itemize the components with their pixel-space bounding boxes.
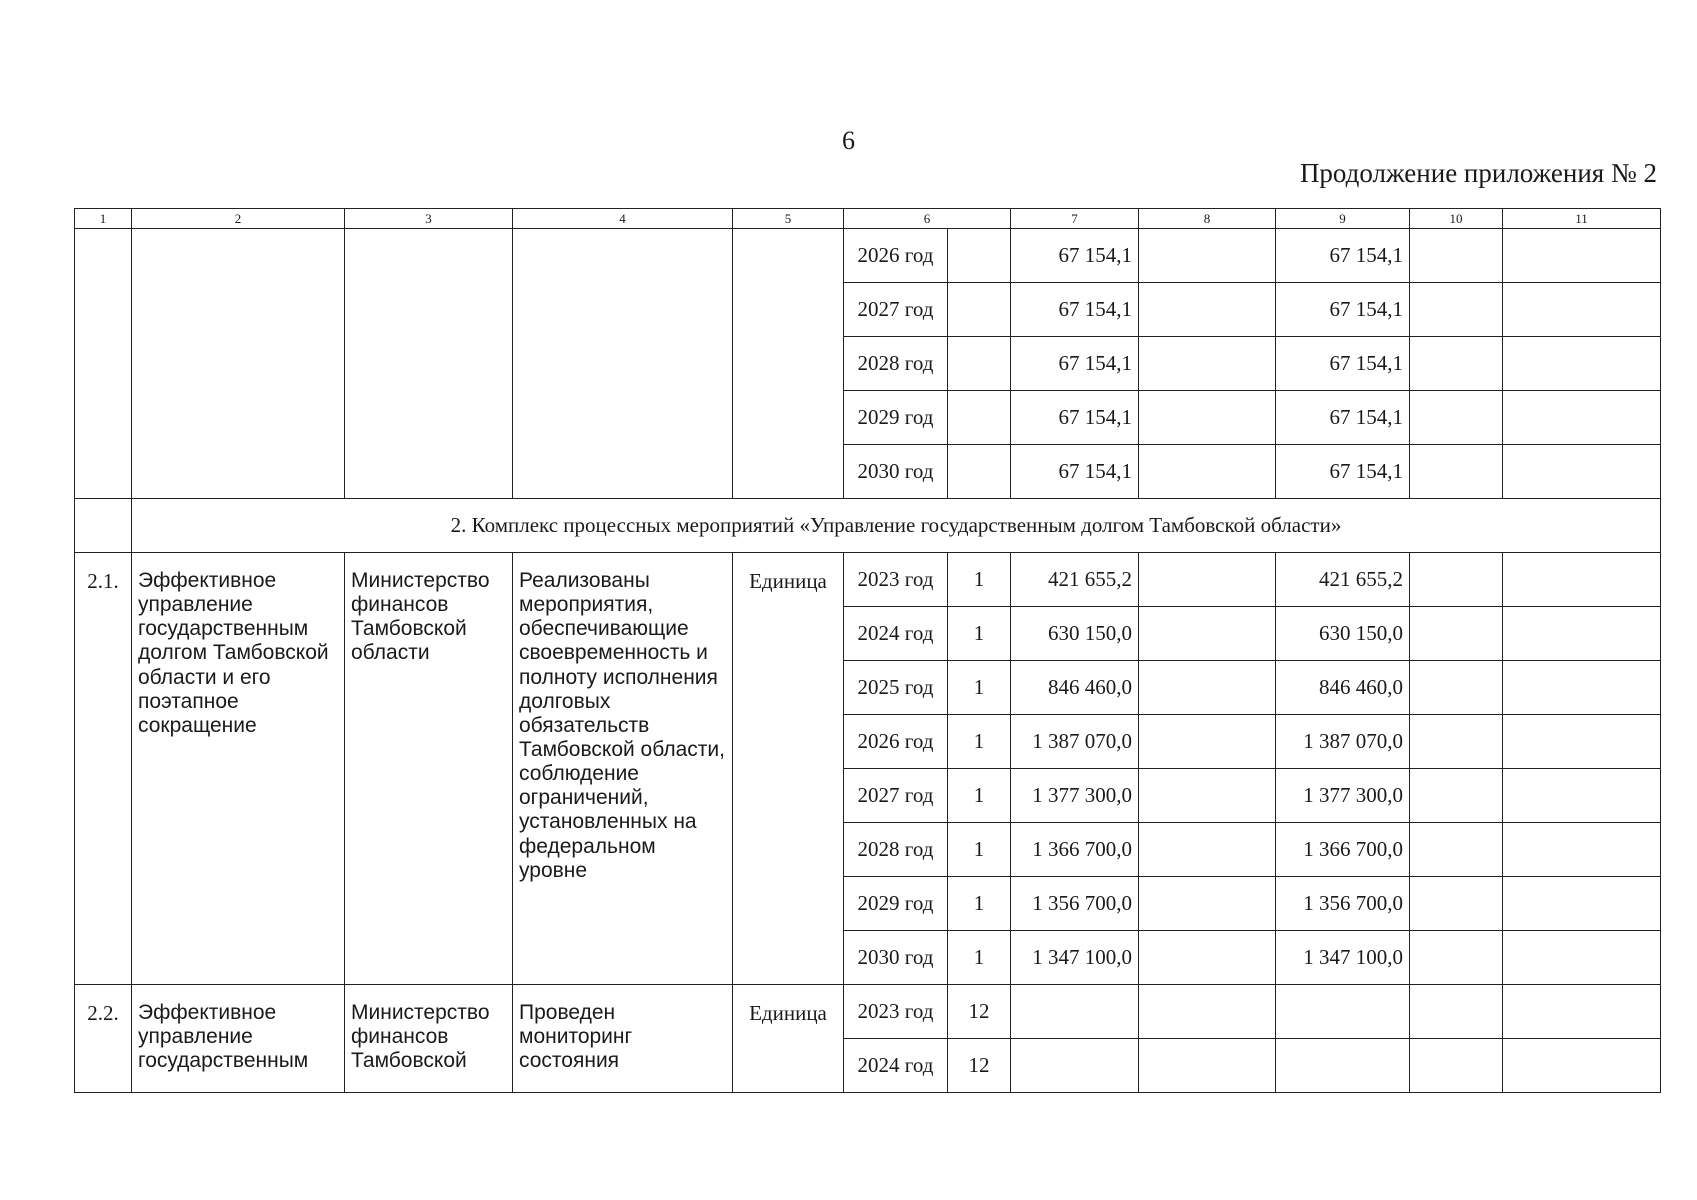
- empty-cell: [1410, 553, 1503, 607]
- column-number-row: [75, 209, 1661, 229]
- table-row: [75, 553, 1661, 607]
- amount-cell: 67 154,1: [1011, 337, 1139, 391]
- empty-cell: [1503, 553, 1661, 607]
- year-cell: 2029 год: [844, 877, 948, 931]
- amount-cell: 630 150,0: [1276, 607, 1410, 661]
- count-cell: [948, 445, 1011, 499]
- empty-cell: [1139, 607, 1276, 661]
- amount-cell: 67 154,1: [1276, 391, 1410, 445]
- empty-cell: [1139, 769, 1276, 823]
- empty-cell: [1139, 553, 1276, 607]
- amount-cell: 846 460,0: [1011, 661, 1139, 715]
- amount-cell: 1 387 070,0: [1276, 715, 1410, 769]
- count-cell: [948, 229, 1011, 283]
- count-cell: 1: [948, 715, 1011, 769]
- amount-cell: 67 154,1: [1276, 445, 1410, 499]
- empty-cell: [1410, 337, 1503, 391]
- count-cell: 12: [948, 1039, 1011, 1093]
- amount-cell: 1 377 300,0: [1011, 769, 1139, 823]
- amount-cell: 421 655,2: [1276, 553, 1410, 607]
- table-row: [75, 985, 1661, 1039]
- empty-cell: [1410, 985, 1503, 1039]
- year-cell: 2030 год: [844, 931, 948, 985]
- count-cell: 1: [948, 931, 1011, 985]
- year-cell: 2027 год: [844, 769, 948, 823]
- empty-cell: [1139, 1039, 1276, 1093]
- section-row: [75, 499, 1661, 553]
- empty-cell: [1503, 283, 1661, 337]
- empty-cell: [1139, 337, 1276, 391]
- year-cell: 2028 год: [844, 337, 948, 391]
- empty-cell: [1410, 391, 1503, 445]
- year-cell: 2029 год: [844, 391, 948, 445]
- count-cell: [948, 391, 1011, 445]
- item-result: Реализованы мероприятия, обеспечивающие своевременность и полноту исполнения долговых обязательств Тамбовской области, соблюдение ограничений, установленных на федеральном уровне: [513, 553, 733, 985]
- empty-cell: [1139, 229, 1276, 283]
- column-number: 8: [1139, 209, 1276, 229]
- empty-cell: [1410, 283, 1503, 337]
- column-number: 6: [844, 209, 1011, 229]
- empty-cell: [1503, 769, 1661, 823]
- column-number: 7: [1011, 209, 1139, 229]
- empty-cell: [1410, 769, 1503, 823]
- empty-cell: [1139, 391, 1276, 445]
- column-number: 3: [345, 209, 513, 229]
- table-row: [75, 229, 1661, 283]
- empty-cell: [1139, 661, 1276, 715]
- program-table: [74, 208, 1661, 1093]
- empty-cell: [1011, 985, 1139, 1039]
- amount-cell: 1 356 700,0: [1011, 877, 1139, 931]
- column-number: 4: [513, 209, 733, 229]
- empty-cell: [1139, 715, 1276, 769]
- amount-cell: 67 154,1: [1276, 337, 1410, 391]
- empty-cell: [1410, 445, 1503, 499]
- empty-cell: [1503, 985, 1661, 1039]
- empty-cell: [1503, 229, 1661, 283]
- empty-cell: [513, 229, 733, 499]
- year-cell: 2023 год: [844, 553, 948, 607]
- year-cell: 2023 год: [844, 985, 948, 1039]
- year-cell: 2026 год: [844, 229, 948, 283]
- empty-cell: [1139, 445, 1276, 499]
- count-cell: 1: [948, 607, 1011, 661]
- empty-cell: [1503, 391, 1661, 445]
- item-name: Эффективное управление государственным долгом Тамбовской области и его поэтапное сокращение: [132, 553, 345, 985]
- amount-cell: 67 154,1: [1011, 229, 1139, 283]
- empty-cell: [1276, 985, 1410, 1039]
- item-result: Проведен мониторинг состояния: [513, 985, 733, 1093]
- empty-cell: [1410, 1039, 1503, 1093]
- empty-cell: [733, 229, 844, 499]
- empty-cell: [1503, 337, 1661, 391]
- empty-cell: [1410, 931, 1503, 985]
- item-name: Эффективное управление государственным: [132, 985, 345, 1093]
- year-cell: 2030 год: [844, 445, 948, 499]
- year-cell: 2028 год: [844, 823, 948, 877]
- item-index: 2.2.: [75, 985, 132, 1093]
- column-number: 2: [132, 209, 345, 229]
- year-cell: 2026 год: [844, 715, 948, 769]
- count-cell: 12: [948, 985, 1011, 1039]
- count-cell: 1: [948, 877, 1011, 931]
- item-executor: Министерство финансов Тамбовской: [345, 985, 513, 1093]
- empty-cell: [1503, 661, 1661, 715]
- item-index: 2.1.: [75, 553, 132, 985]
- page-number: 6: [842, 126, 855, 155]
- empty-cell: [1503, 931, 1661, 985]
- amount-cell: 1 356 700,0: [1276, 877, 1410, 931]
- empty-cell: [1139, 283, 1276, 337]
- amount-cell: 1 377 300,0: [1276, 769, 1410, 823]
- empty-cell: [1503, 715, 1661, 769]
- count-cell: 1: [948, 823, 1011, 877]
- amount-cell: 630 150,0: [1011, 607, 1139, 661]
- item-executor: Министерство финансов Тамбовской области: [345, 553, 513, 985]
- empty-cell: [1503, 877, 1661, 931]
- amount-cell: 1 347 100,0: [1011, 931, 1139, 985]
- year-cell: 2024 год: [844, 607, 948, 661]
- count-cell: 1: [948, 769, 1011, 823]
- amount-cell: 67 154,1: [1011, 391, 1139, 445]
- empty-cell: [1139, 931, 1276, 985]
- amount-cell: 1 387 070,0: [1011, 715, 1139, 769]
- empty-cell: [1410, 877, 1503, 931]
- amount-cell: 67 154,1: [1011, 445, 1139, 499]
- amount-cell: 421 655,2: [1011, 553, 1139, 607]
- item-unit: Единица: [733, 985, 844, 1093]
- empty-cell: [1410, 607, 1503, 661]
- count-cell: [948, 337, 1011, 391]
- column-number: 11: [1503, 209, 1661, 229]
- count-cell: 1: [948, 553, 1011, 607]
- year-cell: 2024 год: [844, 1039, 948, 1093]
- count-cell: [948, 283, 1011, 337]
- empty-cell: [1139, 985, 1276, 1039]
- empty-cell: [1503, 445, 1661, 499]
- empty-cell: [1276, 1039, 1410, 1093]
- year-cell: 2025 год: [844, 661, 948, 715]
- item-unit: Единица: [733, 553, 844, 985]
- empty-cell: [75, 229, 132, 499]
- empty-cell: [1139, 823, 1276, 877]
- column-number: 5: [733, 209, 844, 229]
- amount-cell: 1 366 700,0: [1276, 823, 1410, 877]
- empty-cell: [1410, 229, 1503, 283]
- amount-cell: 1 347 100,0: [1276, 931, 1410, 985]
- appendix-title: Продолжение приложения № 2: [1299, 158, 1657, 188]
- amount-cell: 67 154,1: [1276, 283, 1410, 337]
- empty-cell: [1139, 877, 1276, 931]
- amount-cell: 67 154,1: [1276, 229, 1410, 283]
- year-cell: 2027 год: [844, 283, 948, 337]
- count-cell: 1: [948, 661, 1011, 715]
- empty-cell: [132, 229, 345, 499]
- empty-cell: [1410, 661, 1503, 715]
- column-number: 10: [1410, 209, 1503, 229]
- section-title: 2. Комплекс процессных мероприятий «Управление государственным долгом Тамбовской области»: [132, 499, 1661, 553]
- empty-cell: [1503, 823, 1661, 877]
- empty-cell: [75, 499, 132, 553]
- amount-cell: 846 460,0: [1276, 661, 1410, 715]
- column-number: 1: [75, 209, 132, 229]
- empty-cell: [1011, 1039, 1139, 1093]
- column-number: 9: [1276, 209, 1410, 229]
- empty-cell: [1410, 823, 1503, 877]
- empty-cell: [1503, 1039, 1661, 1093]
- amount-cell: 67 154,1: [1011, 283, 1139, 337]
- empty-cell: [1410, 715, 1503, 769]
- amount-cell: 1 366 700,0: [1011, 823, 1139, 877]
- empty-cell: [345, 229, 513, 499]
- empty-cell: [1503, 607, 1661, 661]
